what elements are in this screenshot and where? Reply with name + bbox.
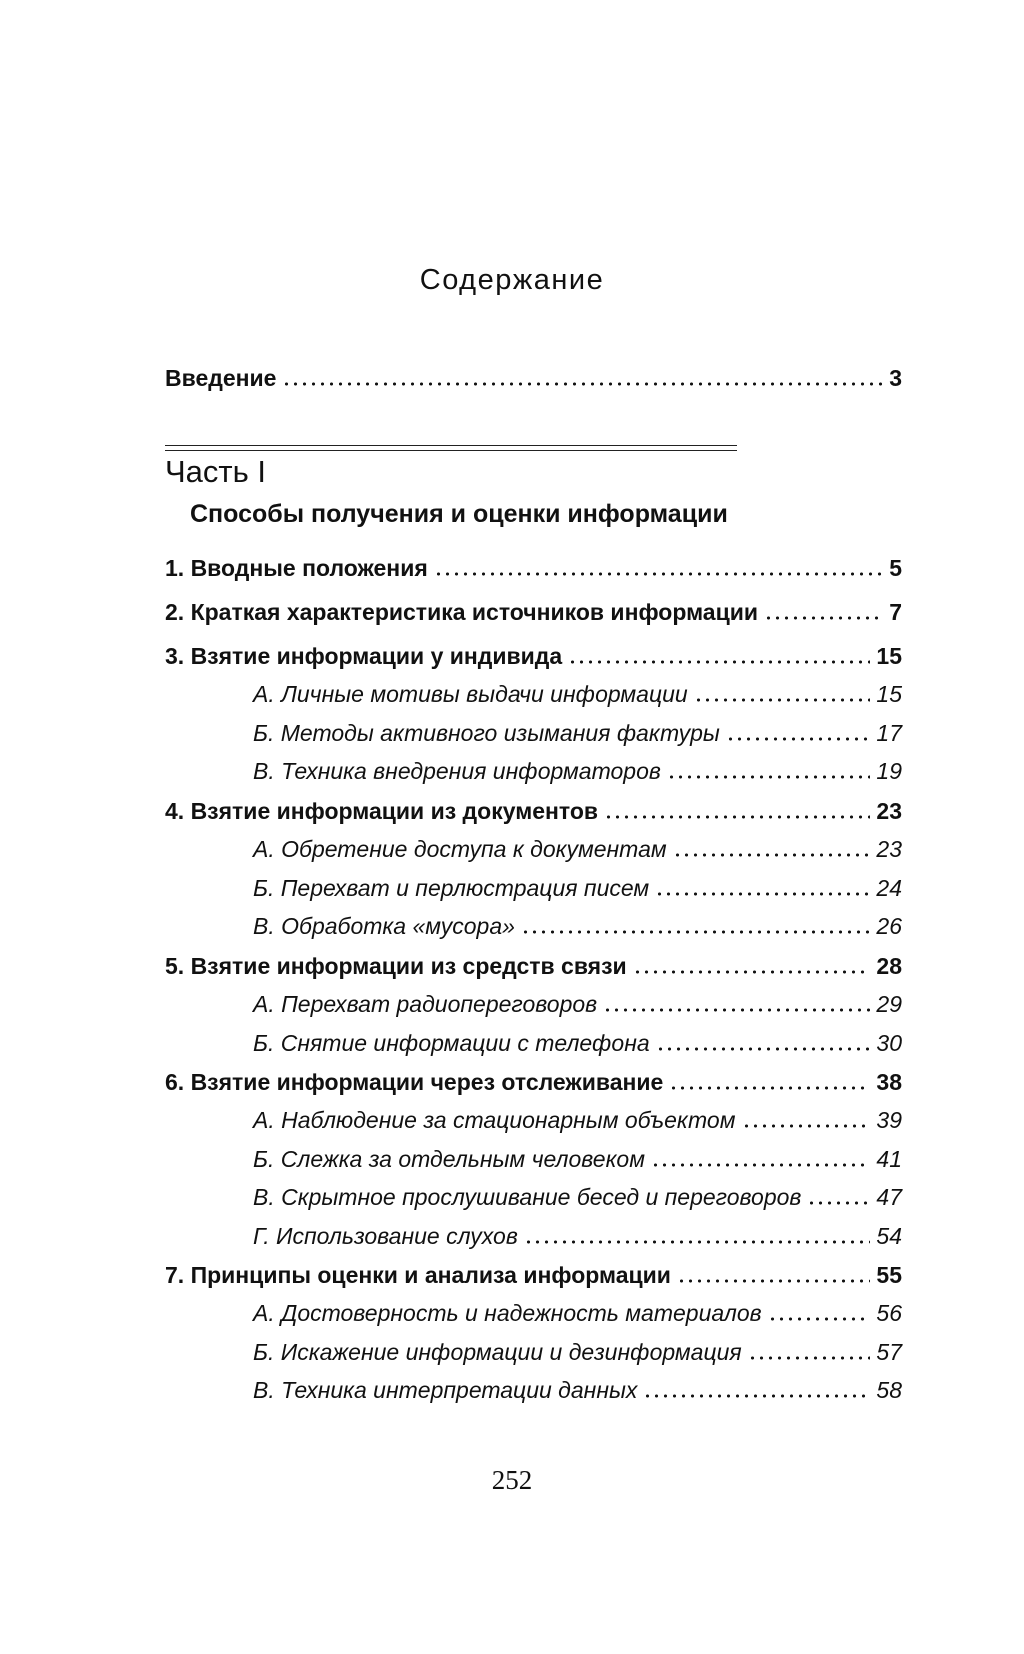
toc-page-number: 26 [876,913,902,939]
toc-page-number: 29 [876,991,902,1017]
toc-entry-section[interactable] [253,1372,902,1404]
toc-page-number: 58 [876,1377,902,1403]
dot-leader [651,1142,870,1168]
dot-leader [677,1258,870,1284]
toc-page-number: 5 [889,555,902,581]
toc-entry-chapter[interactable] [165,1257,902,1289]
toc-entry-label: А. Наблюдение за стационарным объектом [253,1107,736,1133]
toc-entry-section[interactable] [253,1295,902,1327]
toc-entry-label: 3. Взятие информации у индивида [165,643,563,669]
toc-entry-section[interactable] [253,715,902,747]
toc-entry-section[interactable] [253,986,902,1018]
toc-entry-label: Б. Методы активного изымания фактуры [253,719,720,746]
dot-leader [768,1296,871,1322]
dot-leader [694,677,871,703]
toc-page-number: 3 [889,365,902,391]
dot-leader [434,551,883,577]
toc-page-number: 24 [876,874,902,901]
part-title: Способы получения и оценки информации [190,500,728,528]
toc-page-number: 56 [876,1300,902,1326]
dot-leader [673,832,871,858]
toc-page-number: 41 [876,1145,902,1172]
toc-page-number: 17 [876,719,902,746]
toc-entry-chapter[interactable] [165,638,902,670]
toc-page-number: 38 [876,1069,902,1095]
part-label: Часть I [165,454,266,489]
dot-leader [643,1373,870,1399]
toc-entry-label: 4. Взятие информации из документов [165,798,599,824]
toc-entry-label: В. Скрытное прослушивание бесед и переговоров [253,1184,802,1210]
dot-leader [603,987,870,1013]
dot-leader [633,949,871,975]
toc-entry-label: В. Техника внедрения информаторов [253,758,661,784]
toc-entry-section[interactable] [253,908,902,940]
toc-page-number: 15 [876,681,902,707]
toc-page-number: 55 [876,1262,902,1288]
toc-entry-label: Б. Слежка за отдельным человеком [253,1145,645,1172]
toc-page-number: 47 [876,1184,902,1210]
toc-entry-label: А. Перехват радиопереговоров [253,991,598,1017]
toc-entry-section[interactable] [253,1141,902,1173]
dot-leader [742,1103,871,1129]
toc-entry-chapter[interactable] [165,550,902,582]
toc-entry-section[interactable] [253,1102,902,1134]
toc-entry-chapter[interactable] [165,594,902,626]
toc-entry-section[interactable] [253,1179,902,1211]
page-title: Содержание [419,264,605,296]
toc-entry-label: 2. Краткая характеристика источников информации [165,599,759,625]
toc-entry-label: Г. Использование слухов [253,1222,518,1249]
toc-entry-label: Б. Перехват и перлюстрация писем [253,874,650,901]
dot-leader [524,1219,871,1245]
dot-leader [568,639,870,665]
toc-entry-chapter[interactable] [165,1064,902,1096]
dot-leader [807,1180,870,1206]
toc-entry-label: 1. Вводные положения [165,555,428,581]
dot-leader [521,909,870,935]
toc-entry-label: Б. Снятие информации с телефона [253,1029,650,1056]
dot-leader [667,754,871,780]
toc-page-number: 19 [876,758,902,784]
toc-entry-section[interactable] [253,676,902,708]
dot-leader [726,716,871,742]
dot-leader [748,1335,871,1361]
toc-entry-section[interactable] [253,1334,902,1366]
toc-entry-label: А. Личные мотивы выдачи информации [253,681,688,707]
toc-page-number: 57 [876,1338,902,1365]
toc-entry-label: Введение [165,365,277,391]
toc-entry-label: 6. Взятие информации через отслеживание [165,1069,664,1095]
toc-entry-chapter[interactable] [165,793,902,825]
toc-entry-section[interactable] [253,1025,902,1057]
toc-entry-label: В. Техника интерпретации данных [253,1377,638,1403]
toc-page-number: 39 [876,1107,902,1133]
toc-entry-label: Б. Искажение информации и дезинформация [253,1338,742,1365]
toc-entry-section[interactable] [253,831,902,863]
part-divider-rule [165,450,737,451]
toc-page-number: 7 [889,599,902,625]
toc-entry-label: А. Обретение доступа к документам [253,836,667,862]
toc-page-number: 30 [876,1029,902,1056]
toc-entry-section[interactable] [253,870,902,902]
dot-leader [655,871,870,897]
part-divider-rule [165,445,737,446]
toc-entry-label: 5. Взятие информации из средств связи [165,953,627,979]
toc-entry-chapter[interactable] [165,948,902,980]
toc-entry-intro[interactable] [165,360,902,392]
toc-entry-section[interactable] [253,753,902,785]
toc-entry-label: А. Достоверность и надежность материалов [253,1300,762,1326]
toc-entry-label: 7. Принципы оценки и анализа информации [165,1262,671,1288]
toc-page-number: 23 [876,836,902,862]
toc-page-number: 54 [876,1222,902,1249]
dot-leader [764,595,883,621]
toc-page-number: 28 [876,953,902,979]
dot-leader [656,1026,871,1052]
dot-leader [669,1065,870,1091]
page-number: 252 [491,1465,533,1495]
toc-entry-label: В. Обработка «мусора» [253,913,515,939]
toc-entry-section[interactable] [253,1218,902,1250]
dot-leader [282,361,883,387]
toc-page-number: 23 [876,798,902,824]
dot-leader [604,794,870,820]
toc-page-number: 15 [876,643,902,669]
